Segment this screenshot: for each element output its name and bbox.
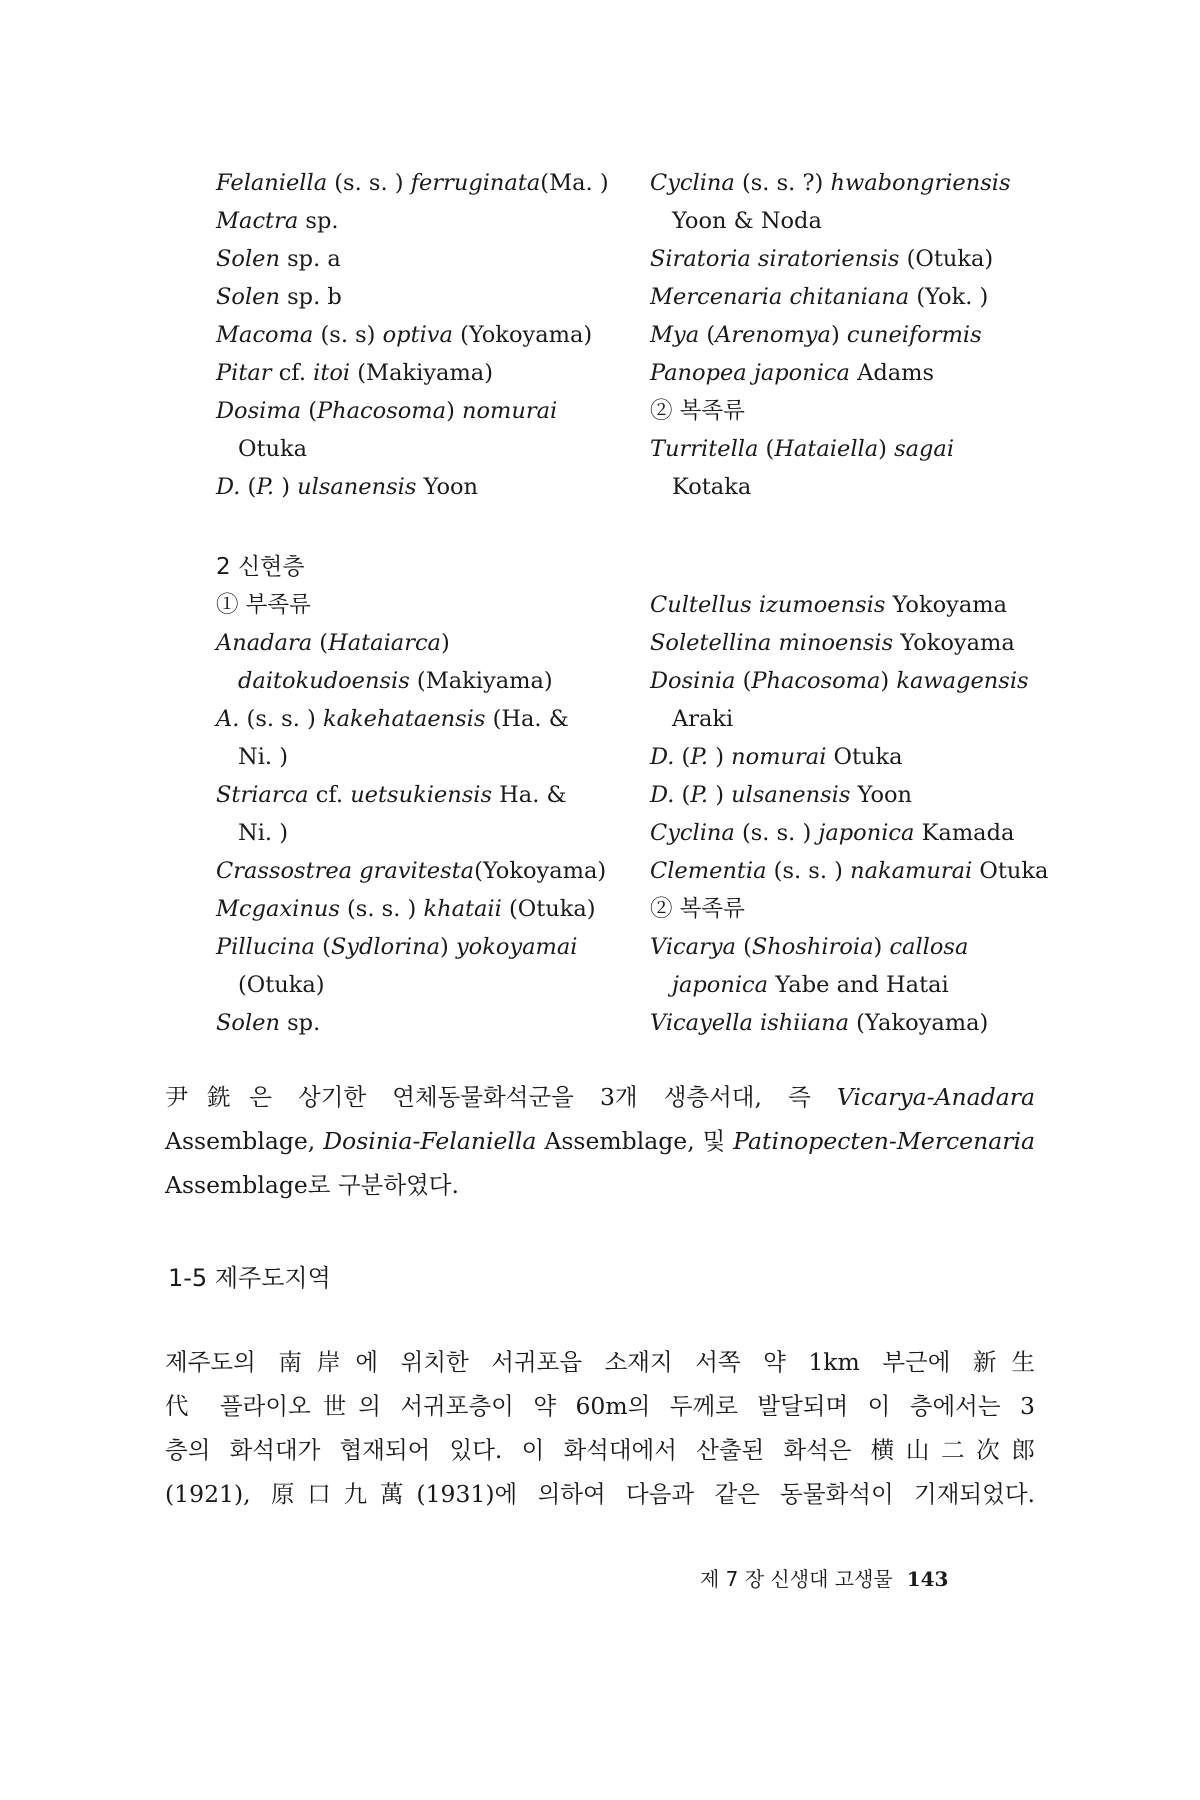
italic-text: uetsukiensis	[350, 782, 492, 808]
italic-text: Cultellus izumoensis	[650, 592, 886, 618]
jeju-paragraph	[165, 1340, 1035, 1516]
text-line	[650, 354, 1100, 392]
italic-text: daitokudoensis	[238, 668, 410, 694]
text-run: (Makiyama)	[350, 360, 493, 386]
text-line	[650, 586, 1100, 624]
italic-text: Felaniella	[216, 170, 328, 196]
italic-text: optiva	[382, 322, 453, 348]
text-line	[216, 662, 636, 700]
italic-text: kawagensis	[896, 668, 1029, 694]
text-line	[165, 1428, 1035, 1472]
text-run: (Makiyama)	[409, 668, 553, 694]
text-line	[216, 164, 636, 202]
italic-text: nomurai	[731, 744, 827, 770]
italic-text: Soletellina minoensis	[650, 630, 894, 656]
text-run: Kamada	[914, 820, 1015, 846]
italic-text: A.	[216, 706, 240, 732]
text-run: Yokoyama	[893, 630, 1015, 656]
text-line	[650, 700, 1100, 738]
italic-text: Vicarya-Anadara	[836, 1083, 1035, 1111]
text-run: (Ma. )	[540, 170, 609, 196]
italic-text: Solen	[216, 1010, 280, 1036]
text-line	[650, 928, 1100, 966]
italic-text: Panopea japonica	[650, 360, 850, 386]
text-run: Assemblage,	[165, 1127, 324, 1155]
upper-right-species-list	[650, 164, 1100, 506]
text-line	[216, 776, 636, 814]
italic-text: Striarca	[216, 782, 309, 808]
text-run: )	[708, 782, 732, 808]
text-line	[165, 1119, 1035, 1163]
text-line	[216, 814, 636, 852]
text-run: (1921), 原口九萬(1931)에 의하여 다음과 같은 동물화석이 기재되었다.	[165, 1480, 1035, 1508]
italic-text: Vicayella ishiiana	[650, 1010, 849, 1036]
text-run: Araki	[672, 706, 734, 732]
text-line	[216, 392, 636, 430]
italic-text: Mercenaria chitaniana	[650, 284, 910, 310]
text-run: 代 플라이오世의 서귀포층이 약 60m의 두께로 발달되며 이 층에서는 3	[165, 1392, 1035, 1420]
text-run: (s. s. )	[239, 706, 323, 732]
section-heading-sinhyeon: 2 신현층	[216, 554, 305, 580]
text-line	[165, 1163, 1035, 1207]
text-run: sp. b	[279, 284, 342, 310]
text-line	[650, 468, 1100, 506]
text-run: (s. s)	[313, 322, 383, 348]
italic-text: Solen	[216, 284, 280, 310]
italic-text: kakehataensis	[322, 706, 486, 732]
text-line	[216, 928, 636, 966]
text-run: (	[735, 934, 752, 960]
text-line	[650, 890, 1100, 928]
text-run: (Yokoyama)	[452, 322, 593, 348]
text-run: ② 복족류	[650, 398, 745, 424]
italic-text: Sydlorina	[330, 934, 440, 960]
italic-text: Phacosoma	[751, 668, 881, 694]
text-run: (	[301, 398, 318, 424]
italic-text: Hataiella	[774, 436, 879, 462]
italic-text: sagai	[894, 436, 955, 462]
text-run: Yokoyama	[885, 592, 1008, 618]
italic-text: Shoshiroia	[751, 934, 874, 960]
text-run: (Yokoyama)	[474, 858, 607, 884]
text-line	[650, 776, 1100, 814]
text-line	[216, 700, 636, 738]
text-run: (	[735, 668, 752, 694]
text-run: sp. a	[279, 246, 341, 272]
text-line	[650, 316, 1100, 354]
italic-text: Pillucina	[216, 934, 315, 960]
text-run: (s. s. )	[339, 896, 424, 922]
italic-text: D.	[216, 474, 241, 500]
text-run: Yoon	[416, 474, 479, 500]
text-line	[650, 1004, 1100, 1042]
text-run: Otuka	[238, 436, 308, 462]
text-run: 尹銑은 상기한 연체동물화석군을 3개 생층서대, 즉	[165, 1083, 837, 1111]
text-line	[650, 852, 1100, 890]
italic-text: nakamurai	[850, 858, 973, 884]
text-run: )	[878, 436, 895, 462]
text-run: sp.	[279, 1010, 321, 1036]
text-line	[650, 278, 1100, 316]
italic-text: japonica	[672, 972, 769, 998]
text-line	[650, 240, 1100, 278]
upper-left-species-list	[216, 164, 636, 506]
text-run: Yoon	[850, 782, 913, 808]
italic-text: P.	[690, 782, 709, 808]
italic-text: Phacosoma	[317, 398, 447, 424]
text-run: 제주도의 南岸에 위치한 서귀포읍 소재지 서쪽 약 1km 부근에 新生	[165, 1348, 1035, 1376]
text-run: Ha. &	[492, 782, 567, 808]
text-line	[216, 1004, 636, 1042]
text-run: cf.	[308, 782, 351, 808]
italic-text: cuneiformis	[846, 322, 982, 348]
text-run: )	[708, 744, 732, 770]
text-run: (Ha. &	[485, 706, 569, 732]
text-run: )	[274, 474, 298, 500]
text-line	[216, 202, 636, 240]
text-line	[650, 738, 1100, 776]
text-line	[216, 738, 636, 776]
text-run: cf.	[271, 360, 314, 386]
text-line	[650, 392, 1100, 430]
text-line	[216, 468, 636, 506]
italic-text: Arenomya	[715, 322, 831, 348]
text-run: 층의 화석대가 협재되어 있다. 이 화석대에서 산출된 화석은 横山二次郎	[165, 1436, 1035, 1464]
text-run: (s. s. )	[734, 820, 819, 846]
text-line	[165, 1384, 1035, 1428]
text-line	[216, 278, 636, 316]
italic-text: ferruginata	[410, 170, 541, 196]
text-run: )	[873, 934, 890, 960]
text-run: (s. s. )	[766, 858, 851, 884]
text-run: Otuka	[826, 744, 903, 770]
italic-text: Dosinia	[650, 668, 736, 694]
italic-text: ulsanensis	[297, 474, 417, 500]
section-heading-jeju: 1-5 제주도지역	[168, 1264, 331, 1292]
italic-text: D.	[650, 782, 675, 808]
text-run: Ni. )	[238, 820, 288, 846]
italic-text: khataii	[423, 896, 502, 922]
text-run: )	[880, 668, 897, 694]
italic-text: nomurai	[462, 398, 558, 424]
text-line	[216, 966, 636, 1004]
italic-text: P.	[690, 744, 709, 770]
italic-text: Solen	[216, 246, 280, 272]
chapter-title: 제 7 장 신생대 고생물	[700, 1567, 893, 1591]
italic-text: japonica	[818, 820, 915, 846]
text-run: (	[674, 744, 691, 770]
italic-text: Dosinia-Felaniella	[323, 1127, 537, 1155]
italic-text: Mactra	[216, 208, 299, 234]
text-line	[216, 624, 636, 662]
text-run: (Yakoyama)	[849, 1010, 989, 1036]
text-run: Yoon & Noda	[672, 208, 822, 234]
text-line	[650, 662, 1100, 700]
italic-text: Clementia	[650, 858, 767, 884]
text-run: (s. s. ?)	[734, 170, 831, 196]
text-line	[216, 430, 636, 468]
italic-text: Macoma	[216, 322, 314, 348]
text-run: )	[440, 630, 450, 656]
text-line	[216, 240, 636, 278]
sinhyeon-left-species-list	[216, 586, 636, 1042]
text-run: ① 부족류	[216, 592, 311, 618]
text-run: (Otuka)	[501, 896, 596, 922]
text-line	[165, 1075, 1035, 1119]
text-run: Assemblage로 구분하였다.	[165, 1171, 459, 1199]
text-line	[216, 852, 636, 890]
italic-text: Cyclina	[650, 170, 735, 196]
text-run: (	[699, 322, 716, 348]
text-line	[165, 1472, 1035, 1516]
text-run: Ni. )	[238, 744, 288, 770]
text-line	[216, 316, 636, 354]
text-line	[650, 430, 1100, 468]
italic-text: hwabongriensis	[830, 170, 1011, 196]
text-line	[650, 624, 1100, 662]
text-run: )	[446, 398, 462, 424]
italic-text: Turritella	[650, 436, 759, 462]
text-line	[216, 586, 636, 624]
text-run: )	[830, 322, 847, 348]
sinhyeon-right-species-list	[650, 586, 1100, 1042]
italic-text: Mcgaxinus	[216, 896, 340, 922]
text-run: (	[312, 630, 329, 656]
assemblage-paragraph	[165, 1075, 1035, 1207]
italic-text: Dosima	[216, 398, 302, 424]
italic-text: Anadara	[216, 630, 313, 656]
text-run: (s. s. )	[327, 170, 411, 196]
text-run: Kotaka	[672, 474, 752, 500]
italic-text: Vicarya	[650, 934, 736, 960]
text-run: )	[440, 934, 456, 960]
text-line	[216, 890, 636, 928]
text-run: (Otuka)	[899, 246, 994, 272]
text-line	[650, 164, 1100, 202]
text-line	[165, 1340, 1035, 1384]
italic-text: Cyclina	[650, 820, 735, 846]
text-line	[650, 814, 1100, 852]
italic-text: itoi	[313, 360, 351, 386]
text-run: Otuka	[972, 858, 1049, 884]
text-run: (Otuka)	[238, 972, 325, 998]
text-run: sp.	[298, 208, 339, 234]
text-run: (	[314, 934, 331, 960]
text-run: Yabe and Hatai	[768, 972, 949, 998]
italic-text: D.	[650, 744, 675, 770]
text-line	[650, 202, 1100, 240]
text-run: (	[674, 782, 691, 808]
italic-text: Crassostrea gravitesta	[216, 858, 475, 884]
italic-text: Pitar	[216, 360, 272, 386]
text-run: ② 복족류	[650, 896, 745, 922]
italic-text: Patinopecten-Mercenaria	[733, 1127, 1035, 1155]
text-line	[650, 966, 1100, 1004]
italic-text: Mya	[650, 322, 700, 348]
italic-text: P.	[256, 474, 275, 500]
text-run: (	[758, 436, 775, 462]
text-line	[216, 354, 636, 392]
text-run: Adams	[849, 360, 935, 386]
italic-text: yokoyamai	[455, 934, 578, 960]
italic-text: Siratoria siratoriensis	[650, 246, 900, 272]
page-number: 143	[906, 1567, 949, 1591]
italic-text: ulsanensis	[731, 782, 851, 808]
italic-text: Hataiarca	[328, 630, 441, 656]
page-footer	[700, 1563, 948, 1592]
text-run: Assemblage, 및	[536, 1127, 734, 1155]
italic-text: callosa	[889, 934, 969, 960]
text-run: (	[240, 474, 257, 500]
text-run: (Yok. )	[909, 284, 989, 310]
